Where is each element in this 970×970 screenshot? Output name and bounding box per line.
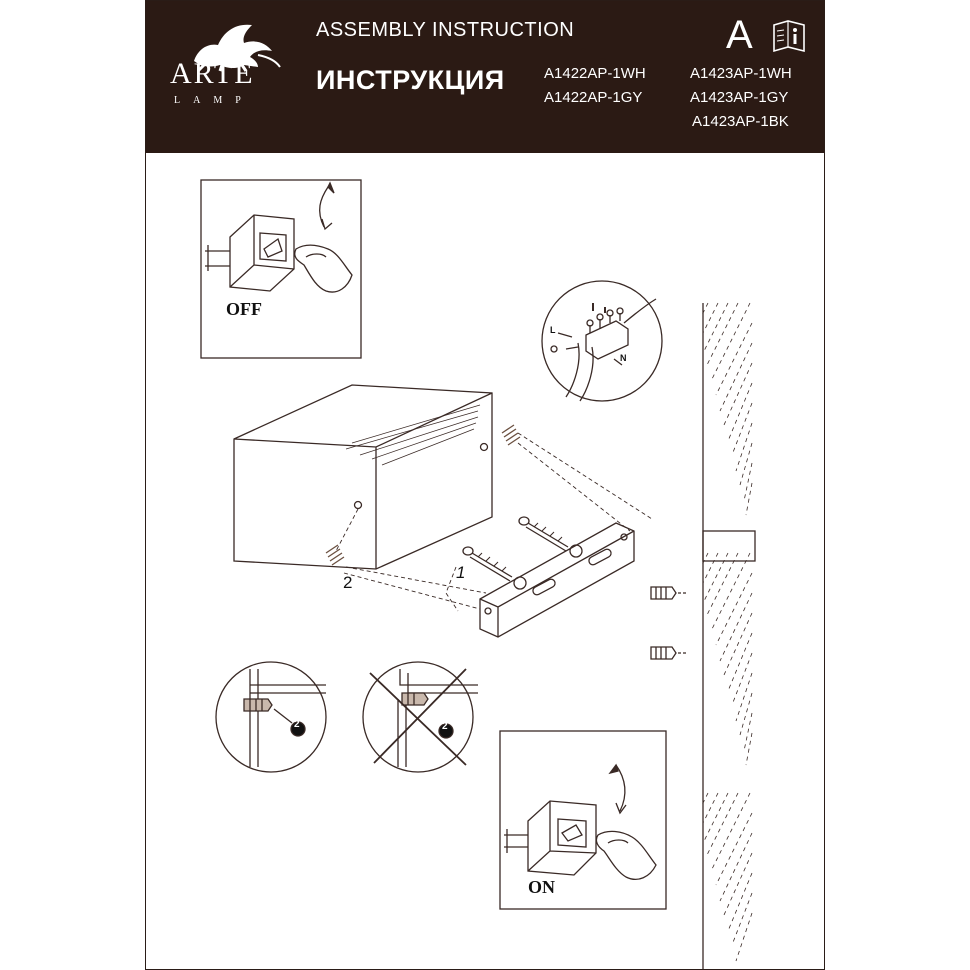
header-banner xyxy=(146,1,825,153)
incorrect-installation-detail xyxy=(363,662,478,772)
correct-installation-detail xyxy=(216,662,326,772)
callout-number: 2 xyxy=(294,719,300,730)
spring-clip-icon xyxy=(326,545,344,565)
screw-icon xyxy=(463,547,526,589)
step-number: 1 xyxy=(456,563,466,582)
wire-label-l: L xyxy=(550,325,556,335)
screw-icon xyxy=(519,517,582,557)
callout-number: 2 xyxy=(442,721,448,732)
off-label: OFF xyxy=(226,299,262,319)
lamp-housing xyxy=(234,385,492,569)
switch-off-panel xyxy=(201,180,361,358)
model-code: A1423AP-1GY xyxy=(690,89,789,106)
instruction-sheet xyxy=(145,0,825,970)
title-russian: ИНСТРУКЦИЯ xyxy=(316,65,505,95)
language-letter: A xyxy=(726,13,753,57)
spring-clip-icon xyxy=(502,425,520,445)
step-number: 2 xyxy=(343,573,353,592)
switch-on-panel xyxy=(500,731,666,909)
wall-section xyxy=(702,303,755,970)
wiring-terminal-detail xyxy=(542,281,662,401)
model-code: A1423AP-1BK xyxy=(692,113,789,130)
wall-anchor-icon xyxy=(651,587,688,599)
book-info-icon xyxy=(772,19,806,53)
brand-subtitle: LAMP xyxy=(174,95,254,106)
model-code: A1422AP-1GY xyxy=(544,89,643,106)
wall-anchor-icon xyxy=(651,647,688,659)
assembly-diagram xyxy=(146,153,825,970)
on-label: ON xyxy=(528,877,555,897)
diagram-stage xyxy=(146,153,825,970)
brand-name: ARTE xyxy=(170,57,255,90)
wire-label-n: N xyxy=(620,353,627,363)
title-english: ASSEMBLY INSTRUCTION xyxy=(316,19,575,41)
model-code: A1423AP-1WH xyxy=(690,65,792,82)
model-code: A1422AP-1WH xyxy=(544,65,646,82)
